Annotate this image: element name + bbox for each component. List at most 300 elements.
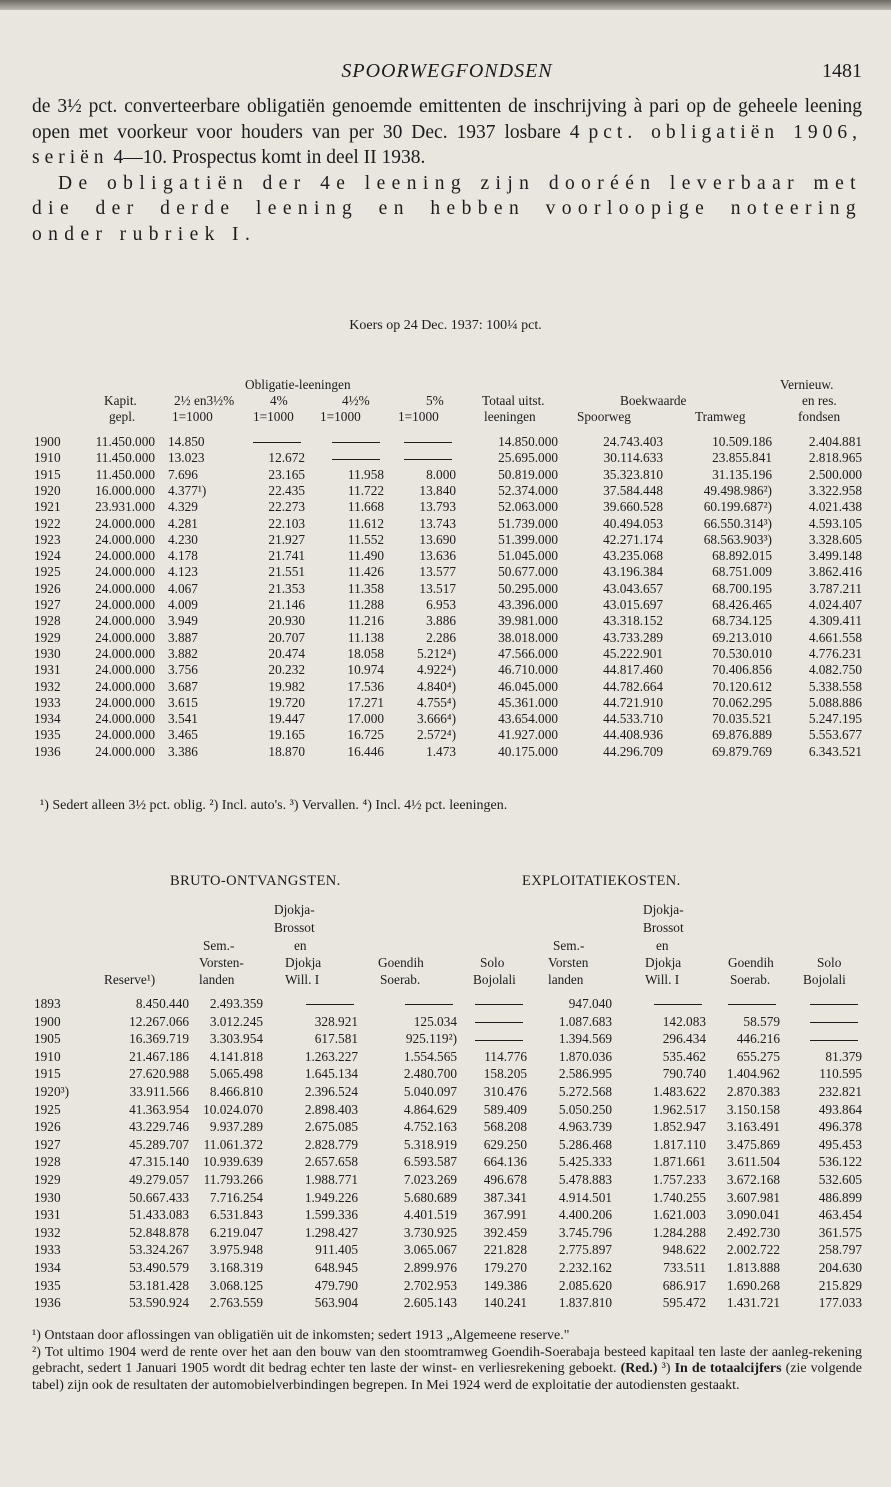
- table-cell: 50.295.000: [498, 580, 558, 596]
- h-dj-r1: Djokja-: [643, 902, 684, 917]
- table-cell: 2.828.779: [304, 1136, 358, 1152]
- table-cell: 44.533.710: [603, 711, 663, 727]
- table-cell: 11.612: [347, 515, 384, 531]
- table-row: [0, 1242, 891, 1260]
- table-cell: 7.696: [168, 466, 198, 482]
- table-cell: 158.205: [483, 1066, 527, 1082]
- table-cell: 1.621.003: [652, 1207, 706, 1223]
- table-cell: 70.530.010: [712, 645, 772, 661]
- header-fondsen: fondsen: [798, 409, 841, 424]
- table-cell: 3.887: [168, 629, 198, 645]
- table-cell: 8.450.440: [135, 996, 189, 1011]
- table-cell: 948.622: [662, 1242, 706, 1258]
- table-cell: 44.296.709: [603, 743, 663, 759]
- table-cell: 655.275: [736, 1048, 780, 1064]
- table-cell: 1933: [34, 1242, 61, 1258]
- table2-footnotes: [32, 1328, 862, 1394]
- table-row: [0, 744, 891, 760]
- table-cell: 41.927.000: [498, 727, 558, 743]
- table-cell: 3.666⁴): [417, 711, 456, 727]
- table-cell: 18.058: [347, 645, 384, 661]
- table-cell: 1915: [34, 466, 61, 482]
- table-cell: 4.329: [168, 499, 198, 515]
- table-cell: 1.837.810: [558, 1295, 612, 1311]
- table-cell: 3.012.245: [209, 1013, 263, 1029]
- table-cell: 733.511: [663, 1260, 706, 1275]
- table-cell: 1.087.683: [558, 1013, 612, 1029]
- table-cell: 532.605: [818, 1172, 862, 1187]
- h-so-r1: Solo: [817, 955, 842, 970]
- table-cell: 4.593.105: [808, 515, 862, 531]
- table-cell: [332, 434, 384, 450]
- table-cell: 12.267.066: [129, 1013, 189, 1029]
- h-dj-l5: Will. I: [285, 972, 320, 987]
- table-cell: 44.408.936: [603, 727, 663, 743]
- table-cell: 69.879.769: [712, 743, 772, 759]
- table-cell: 1.871.661: [652, 1154, 706, 1170]
- table-cell: 7.023.269: [403, 1172, 457, 1187]
- table1-body: [0, 434, 891, 764]
- table-cell: 22.103: [268, 515, 305, 531]
- table-cell: 496.678: [483, 1172, 527, 1187]
- table-cell: 5.050.250: [558, 1101, 612, 1117]
- table-cell: 367.991: [483, 1207, 527, 1223]
- table-cell: 11.358: [347, 580, 384, 596]
- table-cell: 1929: [34, 1172, 61, 1187]
- table-cell: 13.636: [419, 548, 456, 564]
- table-cell: 5.318.919: [403, 1136, 457, 1152]
- table-cell: 68.751.009: [712, 564, 772, 580]
- table-cell: 14.850: [168, 434, 205, 449]
- table-cell: [332, 450, 384, 466]
- table-cell: 496.378: [818, 1119, 862, 1135]
- h-dj-l1: Djokja-: [274, 902, 315, 917]
- table-cell: 44.817.460: [603, 662, 663, 678]
- table-cell: 617.581: [314, 1031, 358, 1047]
- table-row: [0, 727, 891, 743]
- table-cell: 1.404.962: [726, 1066, 780, 1082]
- table-row: [0, 630, 891, 646]
- table-cell: 1910: [34, 1048, 61, 1064]
- table-cell: 81.379: [825, 1048, 862, 1064]
- table-cell: 69.876.889: [712, 727, 772, 743]
- table-cell: 1.690.268: [726, 1277, 780, 1293]
- table-cell: 221.828: [483, 1242, 527, 1258]
- table-cell: 22.273: [268, 499, 305, 515]
- table-cell: 1920: [34, 482, 61, 498]
- table-cell: 2.500.000: [808, 466, 862, 482]
- table-cell: 3.607.981: [726, 1189, 780, 1205]
- table-cell: 1931: [34, 1207, 61, 1223]
- table-cell: 629.250: [483, 1136, 527, 1152]
- table-cell: 110.595: [819, 1066, 862, 1082]
- table-cell: 1.483.622: [652, 1084, 706, 1099]
- table-cell: 5.338.558: [808, 678, 862, 694]
- table-cell: 51.739.000: [498, 515, 558, 531]
- table-cell: 1936: [34, 1295, 61, 1311]
- table-cell: 1920³): [34, 1084, 70, 1099]
- table-row: [0, 1154, 891, 1172]
- table-cell: 4.309.411: [809, 613, 862, 629]
- table-cell: 2.232.162: [558, 1260, 612, 1275]
- header-kapit: Kapit.: [104, 393, 137, 408]
- table-cell: 24.000.000: [95, 694, 155, 710]
- table-cell: 6.219.047: [209, 1224, 263, 1240]
- table-cell: 4.230: [168, 531, 198, 547]
- intro-spaced-text: pct. obligatiën 1906, seriën: [32, 121, 862, 168]
- table-cell: 24.000.000: [95, 564, 155, 580]
- table-cell: 947.040: [568, 996, 612, 1011]
- section-title-bruto: BRUTO-ONTVANGSTEN.: [170, 873, 341, 889]
- table-cell: 1923: [34, 531, 61, 547]
- table-cell: 1.757.233: [652, 1172, 706, 1187]
- table-cell: 11.061.372: [203, 1136, 263, 1152]
- table-cell: 149.386: [483, 1277, 527, 1293]
- footnote-3-text: (zie volgende tabel) zijn ook de resultaten der automobielverbindingen begrepen. In Mei 1924 werd de exploitatie der autodiensten gestaakt.: [32, 1361, 862, 1393]
- table-cell: 70.035.521: [712, 711, 772, 727]
- table-cell: 4.123: [168, 564, 198, 580]
- table-cell: 3.475.869: [726, 1136, 780, 1152]
- table-cell: 3.541: [168, 711, 198, 727]
- table-cell: 535.462: [662, 1048, 706, 1064]
- table-cell: 43.318.152: [603, 613, 663, 629]
- table-cell: 1925: [34, 1101, 61, 1117]
- table-cell: 1921: [34, 499, 61, 515]
- table-cell: 5.040.097: [403, 1084, 457, 1099]
- table-cell: 1.813.888: [726, 1260, 780, 1275]
- table-cell: 17.271: [347, 694, 384, 710]
- table-cell: 16.446: [347, 743, 384, 759]
- table-cell: 13.690: [419, 531, 456, 547]
- table-cell: 3.090.041: [726, 1207, 780, 1223]
- table-cell: 51.433.083: [129, 1207, 189, 1223]
- table-cell: 4.178: [168, 548, 198, 564]
- table-cell: 45.289.707: [129, 1136, 189, 1152]
- table-cell: 3.168.319: [209, 1260, 263, 1275]
- table-row: [0, 499, 891, 515]
- table-cell: 1.263.227: [304, 1048, 358, 1064]
- table-cell: 25.695.000: [498, 450, 558, 466]
- table-cell: 1.284.288: [652, 1224, 706, 1240]
- table-cell: 50.667.433: [129, 1189, 189, 1205]
- h-sem-l2: Vorsten-: [199, 955, 244, 970]
- table-cell: 140.241: [483, 1295, 527, 1311]
- table1-footnote: ¹) Sedert alleen 3½ pct. oblig. ²) Incl. auto's. ³) Vervallen. ⁴) Incl. 4½ pct. leeningen.: [40, 798, 508, 813]
- table-cell: 68.426.465: [712, 597, 772, 612]
- table-cell: 4.752.163: [403, 1119, 457, 1135]
- table-cell: 3.672.168: [726, 1172, 780, 1187]
- table-cell: 1.394.569: [558, 1031, 612, 1047]
- table-cell: 177.033: [818, 1295, 862, 1311]
- intro-text-part: de 3½ pct. converteerbare obligatiën genoemde emittenten de inschrijving à pari op de geheele leening open met voorkeur voor houders van per 30 Dec. 1937 losbare 4: [32, 96, 862, 143]
- table-cell: 43.229.746: [129, 1119, 189, 1135]
- table-row: [0, 1119, 891, 1137]
- table-cell: 1900: [34, 434, 61, 449]
- table-cell: 19.982: [268, 678, 305, 694]
- h-so-l2: Bojolali: [473, 972, 516, 987]
- table-cell: 68.734.125: [712, 613, 772, 629]
- table-cell: 3.862.416: [808, 564, 862, 580]
- header-leeningen: leeningen: [484, 409, 536, 424]
- table-cell: 20.707: [268, 629, 305, 645]
- table-cell: 10.024.070: [203, 1101, 263, 1117]
- table-cell: 39.660.528: [603, 499, 663, 515]
- h-go-r2: Soerab.: [730, 972, 771, 987]
- table-cell: 52.374.000: [498, 482, 558, 498]
- table-cell: 50.819.000: [498, 466, 558, 482]
- table-cell: 12.672: [268, 450, 305, 466]
- table-cell: 44.782.664: [603, 678, 663, 694]
- h-dj-l2: Brossot: [274, 920, 315, 935]
- table-cell: 44.721.910: [603, 694, 663, 710]
- table-cell: 66.550.314³): [703, 515, 772, 531]
- table-row: [0, 548, 891, 564]
- table-cell: 1.870.036: [558, 1048, 612, 1064]
- table-cell: 53.181.428: [129, 1277, 189, 1293]
- h-so-l1: Solo: [480, 955, 505, 970]
- h-go-l2: Soerab.: [380, 972, 421, 987]
- table-cell: [654, 996, 706, 1012]
- table-cell: 486.899: [818, 1189, 862, 1205]
- table-cell: 2.586.995: [558, 1066, 612, 1082]
- table-cell: 41.363.954: [129, 1101, 189, 1117]
- intro-paragraph-1: [32, 94, 862, 171]
- table-cell: 4.840⁴): [417, 678, 456, 694]
- table-cell: 310.476: [483, 1084, 527, 1099]
- table-cell: 1927: [34, 597, 61, 612]
- table-cell: 45.222.901: [603, 645, 663, 661]
- header-en-res: en res.: [802, 393, 837, 408]
- table-cell: 1931: [34, 662, 61, 678]
- table-cell: 8.000: [426, 466, 456, 482]
- table-cell: 2.572⁴): [417, 727, 456, 743]
- table-cell: 24.000.000: [95, 531, 155, 547]
- table-cell: [405, 996, 457, 1012]
- table-cell: 1.599.336: [304, 1207, 358, 1223]
- table-cell: 16.725: [347, 727, 384, 743]
- table-cell: 2.493.359: [209, 996, 263, 1011]
- table-cell: 568.208: [483, 1119, 527, 1135]
- table-cell: 5.425.333: [558, 1154, 612, 1170]
- table-cell: 1.852.947: [652, 1119, 706, 1135]
- table-cell: 45.361.000: [498, 694, 558, 710]
- table-cell: 1.949.226: [304, 1189, 358, 1205]
- table-cell: 11.138: [347, 629, 384, 645]
- table-cell: 1929: [34, 629, 61, 645]
- table-cell: 1935: [34, 727, 61, 743]
- intro-text-part: 4—10. Prospectus komt in deel II 1938.: [108, 147, 426, 168]
- h-sem-r2: Vorsten: [548, 955, 589, 970]
- header-c4: 4%: [270, 393, 288, 408]
- table-cell: 328.921: [314, 1013, 358, 1029]
- table-cell: 790.740: [662, 1066, 706, 1082]
- table-cell: 1922: [34, 515, 61, 531]
- table-cell: 11.793.266: [203, 1172, 263, 1187]
- table-cell: 19.165: [268, 727, 305, 743]
- table-cell: 33.911.566: [129, 1084, 189, 1099]
- koers-line: Koers op 24 Dec. 1937: 100¼ pct.: [349, 318, 542, 333]
- table-cell: 11.216: [347, 613, 384, 629]
- table-cell: 24.000.000: [95, 629, 155, 645]
- h-dj-l4: Djokja: [285, 955, 322, 970]
- table-cell: 2.763.559: [209, 1295, 263, 1311]
- table-cell: 70.062.295: [712, 694, 772, 710]
- header-c2: 2½ en3½%: [174, 393, 235, 408]
- table-cell: 4.963.739: [558, 1119, 612, 1135]
- table-cell: 11.668: [347, 499, 384, 515]
- table-row: [0, 1066, 891, 1084]
- table-row: [0, 564, 891, 580]
- table-cell: 4.400.206: [558, 1207, 612, 1223]
- footnote-1: ¹) Ontstaan door aflossingen van obligatiën uit de inkomsten; sedert 1913 „Algemeene reserve.": [32, 1328, 570, 1343]
- table-row: [0, 1102, 891, 1120]
- table-cell: 664.136: [483, 1154, 527, 1170]
- table-cell: 1.962.517: [652, 1101, 706, 1117]
- table-cell: 7.716.254: [209, 1189, 263, 1205]
- table-row: [0, 1084, 891, 1102]
- table-cell: 17.536: [347, 678, 384, 694]
- table-cell: 4.377¹): [168, 482, 207, 498]
- table-row: [0, 662, 891, 678]
- table-cell: 46.710.000: [498, 662, 558, 678]
- h-dj-r5: Will. I: [645, 972, 680, 987]
- table-cell: 23.165: [268, 466, 305, 482]
- table-cell: 43.396.000: [498, 597, 558, 612]
- table-cell: 11.958: [347, 466, 384, 482]
- table-cell: 3.150.158: [726, 1101, 780, 1117]
- table-cell: 1910: [34, 450, 61, 466]
- table-cell: 22.435: [268, 482, 305, 498]
- table-cell: 4.864.629: [403, 1101, 457, 1117]
- intro-text: [32, 94, 862, 247]
- table-cell: 10.509.186: [712, 434, 772, 449]
- page-number: 1481: [822, 60, 862, 82]
- table-cell: 1905: [34, 1031, 61, 1047]
- table-cell: 179.270: [483, 1260, 527, 1275]
- table-cell: 21.741: [268, 548, 305, 564]
- table-cell: 5.680.689: [403, 1189, 457, 1205]
- table-row: [0, 996, 891, 1014]
- table-cell: 3.787.211: [809, 580, 862, 596]
- table-cell: 5.247.195: [808, 711, 862, 727]
- table-cell: 24.000.000: [95, 613, 155, 629]
- table-cell: 3.949: [168, 613, 198, 629]
- table-cell: 911.405: [315, 1242, 358, 1258]
- table-cell: 11.450.000: [95, 450, 155, 466]
- h-go-l1: Goendih: [378, 955, 424, 970]
- table-cell: 4.009: [168, 597, 198, 612]
- table-cell: 1893: [34, 996, 61, 1011]
- table-cell: 3.615: [168, 694, 198, 710]
- table-cell: 1926: [34, 580, 61, 596]
- table-cell: 2.492.730: [726, 1224, 780, 1240]
- table-cell: 38.018.000: [498, 629, 558, 645]
- table-cell: 1935: [34, 1277, 61, 1293]
- table-cell: 4.755⁴): [417, 694, 456, 710]
- table-cell: 563.904: [314, 1295, 358, 1311]
- table-cell: 53.590.924: [129, 1295, 189, 1311]
- table-cell: 114.776: [484, 1048, 527, 1064]
- table-cell: 6.531.843: [209, 1207, 263, 1223]
- table-cell: 21.927: [268, 531, 305, 547]
- table-cell: 925.119²): [405, 1031, 457, 1047]
- table-cell: [810, 996, 862, 1012]
- table-cell: 68.563.903³): [703, 531, 772, 547]
- table-cell: 43.235.068: [603, 548, 663, 564]
- header-c45-unit: 1=1000: [320, 409, 361, 424]
- table-cell: 5.553.677: [808, 727, 862, 743]
- table-cell: 2.605.143: [403, 1295, 457, 1311]
- table-cell: 11.450.000: [95, 434, 155, 449]
- table-cell: 2.404.881: [808, 434, 862, 449]
- table-row: [0, 1295, 891, 1313]
- table-cell: 5.286.468: [558, 1136, 612, 1152]
- table-cell: 21.551: [268, 564, 305, 580]
- header-gepl: gepl.: [109, 409, 136, 424]
- table-cell: 1.645.134: [304, 1066, 358, 1082]
- table-cell: 1933: [34, 694, 61, 710]
- table-row: [0, 532, 891, 548]
- table-cell: 47.315.140: [129, 1154, 189, 1170]
- header-vernieuw: Vernieuw.: [780, 377, 834, 392]
- table-cell: 1934: [34, 1260, 61, 1275]
- table-row: [0, 1190, 891, 1208]
- table-cell: 70.120.612: [712, 678, 772, 694]
- table-cell: 10.939.639: [203, 1154, 263, 1170]
- table-row: [0, 1014, 891, 1032]
- h-dj-l3: en: [294, 938, 307, 953]
- table-cell: 53.324.267: [129, 1242, 189, 1258]
- table-cell: 19.447: [268, 711, 305, 727]
- footnote-2-text: ²) Tot ultimo 1904 werd de rente over het aan den bouw van den stoomtramweg Goendih-Soerabaja besteed kapitaal ten laste der aanleg-rekening gebracht, sedert 1 Januari 1905 wordt dit bedrag echter ten laste der winst- en verliesrekening geboekt.: [32, 1344, 862, 1377]
- table-cell: 68.700.195: [712, 580, 772, 596]
- header-c2-unit: 1=1000: [172, 409, 213, 424]
- table-cell: 31.135.196: [712, 466, 772, 482]
- table-cell: 258.797: [818, 1242, 862, 1258]
- h-dj-r3: en: [656, 938, 669, 953]
- table-cell: 1900: [34, 1013, 61, 1029]
- table-cell: 1.554.565: [403, 1048, 457, 1064]
- header-totaal: Totaal uitst.: [482, 393, 545, 408]
- table-cell: 43.654.000: [498, 711, 558, 727]
- table-cell: [728, 996, 780, 1012]
- table-cell: 3.499.148: [808, 548, 862, 564]
- table-cell: 40.494.053: [603, 515, 663, 531]
- table-cell: 20.474: [268, 645, 305, 661]
- table-cell: 4.661.558: [808, 629, 862, 645]
- table-cell: 4.021.438: [808, 499, 862, 515]
- table-cell: 3.975.948: [209, 1242, 263, 1258]
- table-cell: 27.620.988: [129, 1066, 189, 1082]
- table-cell: 1930: [34, 645, 61, 661]
- table-cell: 4.914.501: [558, 1189, 612, 1205]
- table-row: [0, 1225, 891, 1243]
- table-cell: 13.517: [419, 580, 456, 596]
- header-tramweg: Tramweg: [695, 409, 746, 424]
- table-cell: 20.930: [268, 613, 305, 629]
- table-cell: 2.818.965: [808, 450, 862, 466]
- h-go-r1: Goendih: [728, 955, 774, 970]
- table-cell: 142.083: [662, 1013, 706, 1029]
- table-cell: 2.675.085: [304, 1119, 358, 1135]
- table-cell: 1930: [34, 1189, 61, 1205]
- table-cell: 46.045.000: [498, 678, 558, 694]
- table-cell: 1927: [34, 1136, 61, 1152]
- table-cell: 2.702.953: [403, 1277, 457, 1293]
- table-cell: 1928: [34, 613, 61, 629]
- h-sem-l3: landen: [199, 972, 235, 987]
- table-cell: 23.931.000: [95, 499, 155, 515]
